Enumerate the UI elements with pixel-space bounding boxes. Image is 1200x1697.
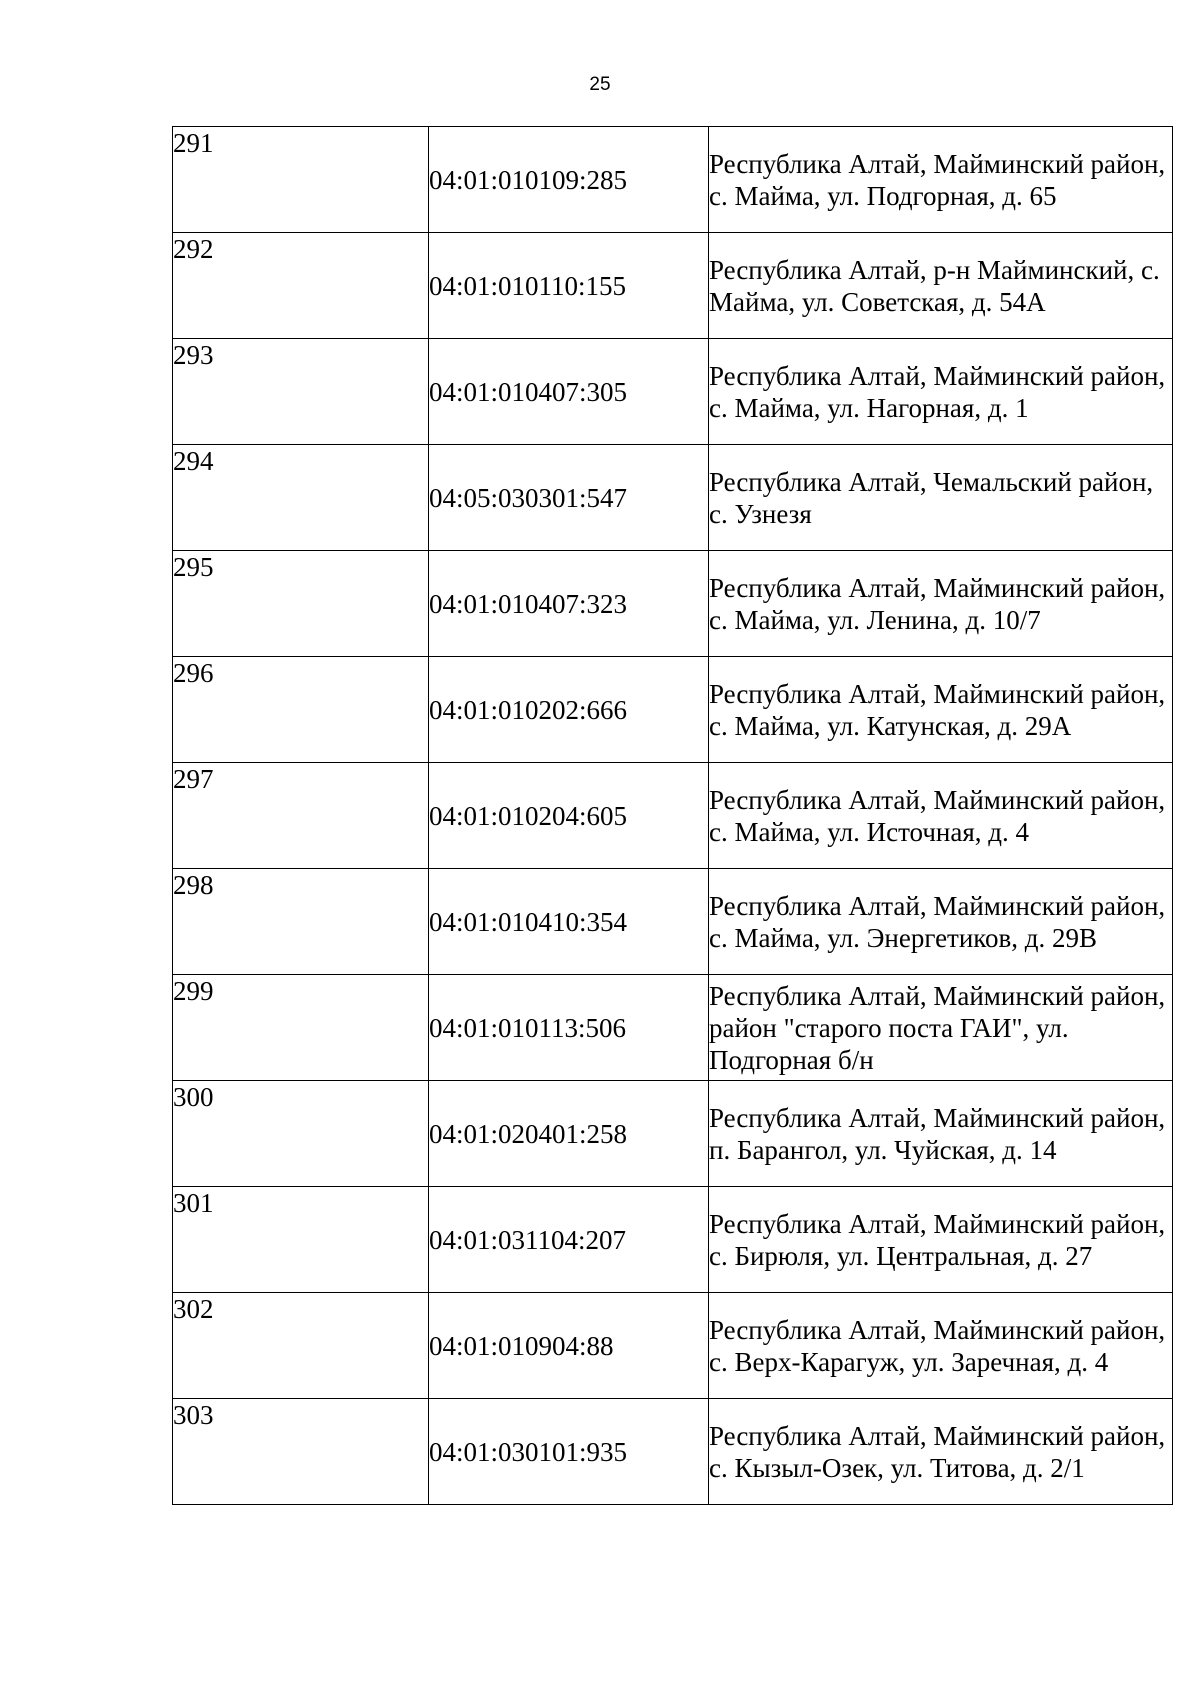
table-row xyxy=(173,1293,1173,1399)
page-number: 25 xyxy=(589,74,611,95)
row-number: 300 xyxy=(173,1081,429,1187)
address: Республика Алтай, Майминский район, с. Майма, ул. Подгорная, д. 65 xyxy=(709,127,1173,233)
property-table xyxy=(172,126,1173,1505)
row-number: 293 xyxy=(173,339,429,445)
table-row xyxy=(173,127,1173,233)
row-number: 302 xyxy=(173,1293,429,1399)
table-row xyxy=(173,339,1173,445)
row-number: 296 xyxy=(173,657,429,763)
address: Республика Алтай, Майминский район, с. Майма, ул. Ленина, д. 10/7 xyxy=(709,551,1173,657)
address: Республика Алтай, Майминский район, с. Майма, ул. Источная, д. 4 xyxy=(709,763,1173,869)
cadastral-number: 04:01:010410:354 xyxy=(429,869,709,975)
table-row xyxy=(173,1187,1173,1293)
cadastral-number: 04:01:010904:88 xyxy=(429,1293,709,1399)
table-row xyxy=(173,1399,1173,1505)
address: Республика Алтай, Чемальский район, с. Узнезя xyxy=(709,445,1173,551)
cadastral-number: 04:01:031104:207 xyxy=(429,1187,709,1293)
table-row xyxy=(173,763,1173,869)
cadastral-number: 04:05:030301:547 xyxy=(429,445,709,551)
row-number: 291 xyxy=(173,127,429,233)
cadastral-number: 04:01:010109:285 xyxy=(429,127,709,233)
row-number: 297 xyxy=(173,763,429,869)
table-row xyxy=(173,975,1173,1081)
table-row xyxy=(173,551,1173,657)
table-row xyxy=(173,445,1173,551)
cadastral-number: 04:01:010204:605 xyxy=(429,763,709,869)
table-row xyxy=(173,657,1173,763)
table-row xyxy=(173,233,1173,339)
address: Республика Алтай, Майминский район, с. Кызыл-Озек, ул. Титова, д. 2/1 xyxy=(709,1399,1173,1505)
cadastral-number: 04:01:030101:935 xyxy=(429,1399,709,1505)
cadastral-number: 04:01:020401:258 xyxy=(429,1081,709,1187)
row-number: 299 xyxy=(173,975,429,1081)
address: Республика Алтай, Майминский район, с. Майма, ул. Катунская, д. 29А xyxy=(709,657,1173,763)
table-row xyxy=(173,869,1173,975)
row-number: 292 xyxy=(173,233,429,339)
address: Республика Алтай, Майминский район, с. Майма, ул. Энергетиков, д. 29В xyxy=(709,869,1173,975)
row-number: 294 xyxy=(173,445,429,551)
cadastral-number: 04:01:010407:323 xyxy=(429,551,709,657)
table-row xyxy=(173,1081,1173,1187)
row-number: 295 xyxy=(173,551,429,657)
row-number: 301 xyxy=(173,1187,429,1293)
address: Республика Алтай, Майминский район, п. Барангол, ул. Чуйская, д. 14 xyxy=(709,1081,1173,1187)
cadastral-number: 04:01:010407:305 xyxy=(429,339,709,445)
cadastral-number: 04:01:010202:666 xyxy=(429,657,709,763)
cadastral-number: 04:01:010113:506 xyxy=(429,975,709,1081)
address: Республика Алтай, Майминский район, с. Верх-Карагуж, ул. Заречная, д. 4 xyxy=(709,1293,1173,1399)
address: Республика Алтай, Майминский район, с. Бирюля, ул. Центральная, д. 27 xyxy=(709,1187,1173,1293)
address: Республика Алтай, Майминский район, район "старого поста ГАИ", ул. Подгорная б/н xyxy=(709,975,1173,1081)
cadastral-number: 04:01:010110:155 xyxy=(429,233,709,339)
row-number: 298 xyxy=(173,869,429,975)
address: Республика Алтай, р-н Майминский, с. Майма, ул. Советская, д. 54А xyxy=(709,233,1173,339)
address: Республика Алтай, Майминский район, с. Майма, ул. Нагорная, д. 1 xyxy=(709,339,1173,445)
row-number: 303 xyxy=(173,1399,429,1505)
